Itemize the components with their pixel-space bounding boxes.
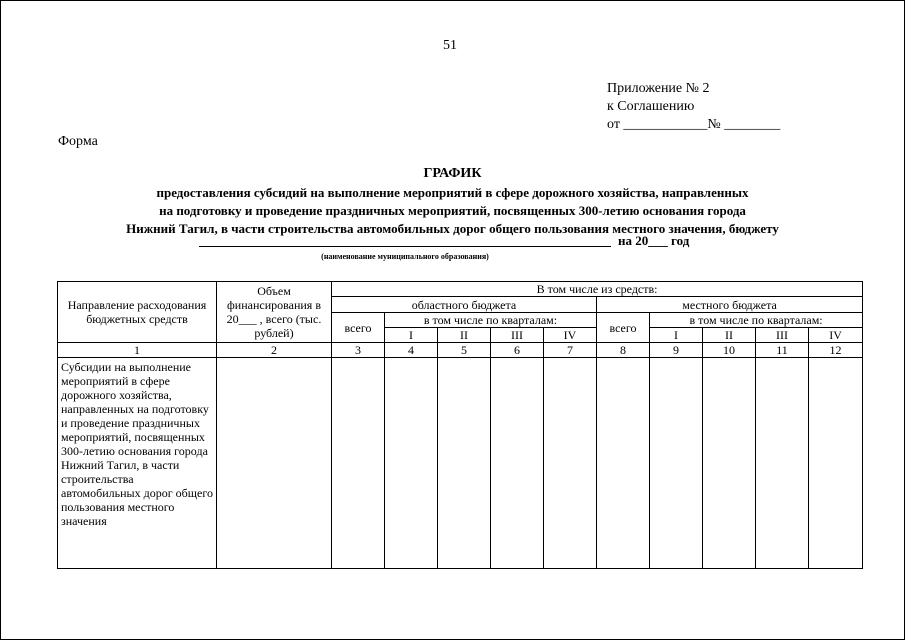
column-number: 5 [438, 343, 491, 358]
cell-regional-q2[interactable] [438, 358, 491, 569]
table-row [58, 358, 863, 569]
cell-local-q4[interactable] [809, 358, 863, 569]
appendix-line-3: от ____________№ ________ [607, 117, 781, 132]
header-quarter: I [650, 328, 703, 343]
municipality-caption: (наименование муниципального образования) [321, 252, 489, 261]
cell-local-q2[interactable] [703, 358, 756, 569]
header-quarter: III [756, 328, 809, 343]
cell-regional-q1[interactable] [385, 358, 438, 569]
year-text: на 20___ год [618, 233, 690, 248]
column-number: 3 [332, 343, 385, 358]
column-number: 10 [703, 343, 756, 358]
municipality-line [199, 230, 699, 248]
cell-local-total[interactable] [597, 358, 650, 569]
header-quarter: II [438, 328, 491, 343]
cell-volume[interactable] [217, 358, 332, 569]
column-number: 1 [58, 343, 217, 358]
column-number: 11 [756, 343, 809, 358]
column-number: 2 [217, 343, 332, 358]
header-local-quarters: в том числе по кварталам: [650, 313, 863, 328]
header-quarter: IV [544, 328, 597, 343]
appendix-line-1: Приложение № 2 [607, 81, 710, 96]
header-direction: Направление расходования бюджетных средств [58, 282, 217, 343]
header-regional-budget: областного бюджета [332, 297, 597, 313]
appendix-line-2: к Соглашению [607, 99, 695, 114]
header-sources: В том числе из средств: [332, 282, 863, 297]
column-number: 12 [809, 343, 863, 358]
page-number: 51 [443, 38, 457, 53]
cell-local-q3[interactable] [756, 358, 809, 569]
header-local-budget: местного бюджета [597, 297, 863, 313]
cell-regional-q4[interactable] [544, 358, 597, 569]
header-local-total: всего [597, 313, 650, 343]
cell-regional-q3[interactable] [491, 358, 544, 569]
column-number: 8 [597, 343, 650, 358]
header-quarter: III [491, 328, 544, 343]
header-volume: Объем финансирования в 20___ , всего (тыс. рублей) [217, 282, 332, 343]
column-number: 6 [491, 343, 544, 358]
header-regional-total: всего [332, 313, 385, 343]
cell-local-q1[interactable] [650, 358, 703, 569]
header-quarter: I [385, 328, 438, 343]
column-number: 7 [544, 343, 597, 358]
header-quarter: II [703, 328, 756, 343]
municipality-underline [199, 246, 611, 247]
document-title: ГРАФИК [423, 166, 482, 181]
row-description: Субсидии на выполнение мероприятий в сфере дорожного хозяйства, направленных на подготовку и проведение праздничных мероприятий, посвященных 300-летию основания города Нижний Тагил, в части строительства автомобильных дорог общего пользования местного значения [58, 358, 217, 569]
cell-regional-total[interactable] [332, 358, 385, 569]
subtitle-line-3: Нижний Тагил, в части строительства автомобильных дорог общего пользования местного значения, бюджету [126, 221, 779, 236]
schedule-table [57, 281, 863, 569]
header-regional-quarters: в том числе по кварталам: [385, 313, 597, 328]
subtitle-line-2: на подготовку и проведение праздничных мероприятий, посвященных 300-летию основания города [159, 203, 746, 218]
column-number-row [58, 343, 863, 358]
column-number: 9 [650, 343, 703, 358]
form-label: Форма [58, 134, 98, 149]
column-number: 4 [385, 343, 438, 358]
subtitle-line-1: предоставления субсидий на выполнение мероприятий в сфере дорожного хозяйства, направленных [156, 185, 749, 200]
header-quarter: IV [809, 328, 863, 343]
